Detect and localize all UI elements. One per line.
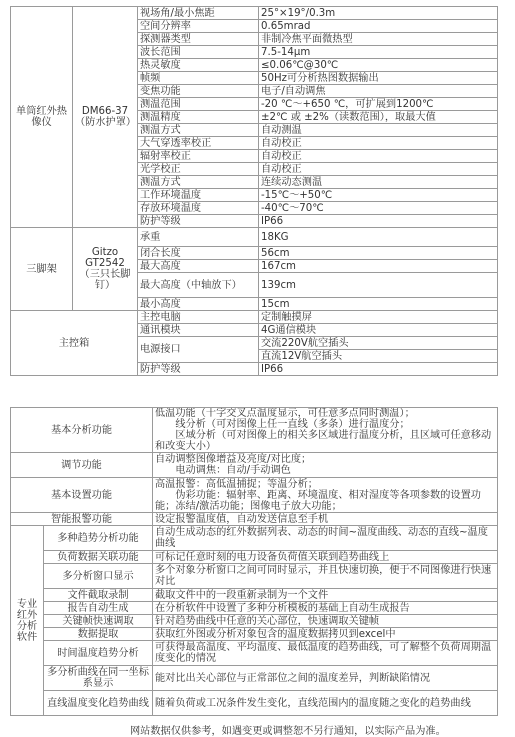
spec-value: -20 ℃～+650 ℃，可扩展到1200℃ [259, 98, 498, 111]
spec-name: 主控电脑 [138, 311, 259, 324]
spec-value: 139cm [259, 273, 498, 298]
category-label: 专业红外分析软件 [11, 526, 44, 716]
feature-name: 数据提取 [44, 628, 153, 641]
spec-value: 18KG [259, 228, 498, 247]
table-row [11, 408, 498, 453]
spec-value: 自动校正 [259, 137, 498, 150]
feature-name: 多分析窗口显示 [44, 564, 153, 589]
spec-value: 定制触摸屏 [259, 311, 498, 324]
table-row [11, 228, 498, 247]
spec-value: 交流220V航空插头 [259, 337, 498, 350]
spec-value: 自动测温 [259, 124, 498, 137]
spec-name: 最大高度（中轴放下） [138, 273, 259, 298]
spec-name: 通讯模块 [138, 324, 259, 337]
feature-desc: 低温功能（十字交叉点温度显示，可任意多点同时测温）； 线分析（可对图像上任一直线（多条）进行温度分； 区域分析（可对图像上的相关多区域进行温度分析，且区域可任意移动和改变大小） [153, 408, 498, 453]
spec-name: 电源接口 [138, 337, 259, 363]
spec-value: 50Hz可分析热图数据输出 [259, 72, 498, 85]
table-row [11, 628, 498, 641]
feature-desc: 在分析软件中设置了多种分析模板的基础上自动生成报告 [153, 602, 498, 615]
feature-name: 时间温度趋势分析 [44, 641, 153, 666]
table-row [11, 478, 498, 513]
feature-desc: 高温报警：高低温捕捉；等温分析； 伪彩功能：辐射率、距离、环境温度、相对湿度等各项参数的设置功能；冻结/激活功能；图像电子放大功能； [153, 478, 498, 513]
spec-value: 167cm [259, 260, 498, 273]
feature-desc: 自动生成动态的红外数据列表、动态的时间~温度曲线、动态的直线~温度曲线 [153, 526, 498, 551]
spec-name: 探测器类型 [138, 33, 259, 46]
spec-name: 光学校正 [138, 163, 259, 176]
spec-value: 0.65mrad [259, 20, 498, 33]
spec-name: 承重 [138, 228, 259, 247]
spec-name: 帧频 [138, 72, 259, 85]
model-label: Gitzo GT2542（三只长脚钉） [73, 228, 138, 311]
spec-name: 闭合长度 [138, 247, 259, 260]
spec-value: 7.5-14μm [259, 46, 498, 59]
spec-value: 25°×19°/0.3m [259, 7, 498, 20]
table-row [11, 311, 498, 324]
feature-desc: 针对趋势曲线中任意的关心部位，快速调取关键帧 [153, 615, 498, 628]
spec-value: 4G通信模块 [259, 324, 498, 337]
spec-value: ≤0.06℃@30℃ [259, 59, 498, 72]
table-row [11, 513, 498, 526]
spec-name: 大气穿透率校正 [138, 137, 259, 150]
category-label: 主控箱 [11, 311, 138, 376]
spec-value: -15℃～+50℃ [259, 189, 498, 202]
spec-value: 自动校正 [259, 150, 498, 163]
feature-name: 基本设置功能 [11, 478, 153, 513]
feature-name: 调节功能 [11, 453, 153, 478]
spec-value: 自动校正 [259, 163, 498, 176]
disclaimer-footer: 网站数据仅供参考，如遇变更或调整恕不另行通知，以实际产品为准。 [130, 726, 446, 737]
spec-value: IP66 [259, 215, 498, 228]
spec-name: 辐射率校正 [138, 150, 259, 163]
spec-name: 空间分辨率 [138, 20, 259, 33]
table-row [11, 564, 498, 589]
spec-name: 测温范围 [138, 98, 259, 111]
table-row [11, 589, 498, 602]
feature-desc: 自动调整图像增益及亮度/对比度； 电动调焦：自动/手动调色 [153, 453, 498, 478]
spec-value: 非制冷焦平面微热型 [259, 33, 498, 46]
feature-desc: 能对比出关心部位与正常部位之间的温度差异，判断缺陷情况 [153, 666, 498, 691]
spec-value: -40℃～70℃ [259, 202, 498, 215]
spec-name: 最小高度 [138, 298, 259, 311]
feature-name: 智能报警功能 [11, 513, 153, 526]
spec-name: 波长范围 [138, 46, 259, 59]
feature-name: 多分析曲线在同一坐标系显示 [44, 666, 153, 691]
table-row [11, 551, 498, 564]
feature-desc: 多个对象分析窗口之间可同时显示，并且快速切换，便于不同图像进行快速对比 [153, 564, 498, 589]
spec-value: 15cm [259, 298, 498, 311]
category-label: 单筒红外热像仪 [11, 7, 73, 228]
feature-name: 负荷数据关联功能 [44, 551, 153, 564]
spec-value: 电子/自动调焦 [259, 85, 498, 98]
table-row [11, 7, 498, 20]
feature-desc: 设定报警温度值，自动发送信息至手机 [153, 513, 498, 526]
spec-name: 测温方式 [138, 176, 259, 189]
feature-name: 基本分析功能 [11, 408, 153, 453]
spec-name: 存放环境温度 [138, 202, 259, 215]
table-row [11, 691, 498, 716]
feature-name: 多种趋势分析功能 [44, 526, 153, 551]
spec-name: 防护等级 [138, 363, 259, 376]
spec-value: IP66 [259, 363, 498, 376]
feature-desc: 可获得最高温度、平均温度、最低温度的趋势曲线，可了解整个负荷周期温度变化的情况 [153, 641, 498, 666]
feature-name: 文件截取录制 [44, 589, 153, 602]
spec-name: 测温方式 [138, 124, 259, 137]
feature-name: 报告自动生成 [44, 602, 153, 615]
spec-name: 热灵敏度 [138, 59, 259, 72]
spec-table [10, 6, 498, 376]
feature-name: 直线温度变化趋势曲线 [44, 691, 153, 716]
feature-desc: 可标记任意时刻的电力设备负荷值关联到趋势曲线上 [153, 551, 498, 564]
spec-name: 视场角/最小焦距 [138, 7, 259, 20]
spec-value: 56cm [259, 247, 498, 260]
spec-value: 直流12V航空插头 [259, 350, 498, 363]
table-row [11, 666, 498, 691]
spec-name: 工作环境温度 [138, 189, 259, 202]
software-table [10, 407, 498, 716]
table-row [11, 453, 498, 478]
table-row [11, 641, 498, 666]
table-row [11, 615, 498, 628]
model-label: DM66-37（防水护罩） [73, 7, 138, 228]
table-row [11, 526, 498, 551]
table-row [11, 602, 498, 615]
spec-name: 防护等级 [138, 215, 259, 228]
spec-name: 变焦功能 [138, 85, 259, 98]
feature-desc: 随着负荷或工况条件发生变化，直线范围内的温度随之变化的趋势曲线 [153, 691, 498, 716]
category-label: 三脚架 [11, 228, 73, 311]
feature-name: 关键帧快速调取 [44, 615, 153, 628]
feature-desc: 截取文件中的一段重新录制为一个文件 [153, 589, 498, 602]
feature-desc: 获取红外图或分析对象包含的温度数据拷贝到excel中 [153, 628, 498, 641]
spec-name: 最大高度 [138, 260, 259, 273]
spec-value: ±2℃ 或 ±2%（读数范围），取最大值 [259, 111, 498, 124]
spec-name: 测温精度 [138, 111, 259, 124]
spec-value: 连续动态测温 [259, 176, 498, 189]
